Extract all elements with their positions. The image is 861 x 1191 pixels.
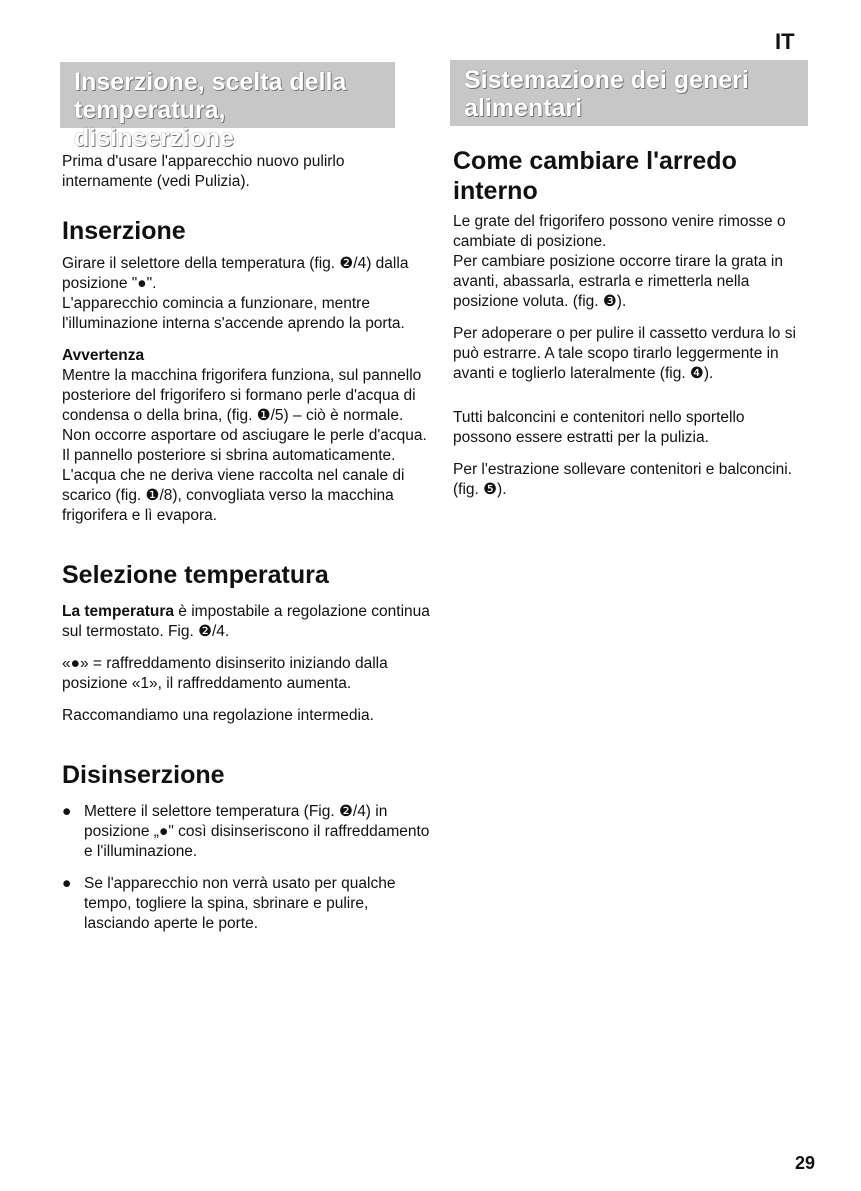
heading-selezione: Selezione temperatura (62, 561, 329, 589)
band-right-line2: alimentari (464, 94, 583, 122)
band-left-line2: temperatura, disinserzione (74, 96, 234, 152)
intro-paragraph: Prima d'usare l'apparecchio nuovo pulirlo internamente (vedi Pulizia). (62, 153, 345, 190)
avvertenza-label: Avvertenza (62, 347, 145, 364)
selezione-paragraph-1 (62, 602, 432, 642)
inserzione-paragraph-1: Girare il selettore della temperatura (fig. ❷/4) dalla posizione "●". (62, 255, 409, 292)
section-band-left (60, 62, 395, 152)
band-left-line1: Inserzione, scelta della (74, 68, 347, 96)
bullet-icon: ● (62, 803, 72, 820)
left-column (62, 152, 432, 934)
selezione-paragraph-2: «●» = raffreddamento disinserito iniziando dalla posizione «1», il raffreddamento aumenta. (62, 655, 388, 692)
avvertenza-paragraph-1: Mentre la macchina frigorifera funziona, sul pannello posteriore del frigorifero si formano perle d'acqua di condensa o della brina, (fig. ❶/5) – ciò è normale. Non occorre asportare od asciugare le perle d'acqua. (62, 367, 427, 444)
bullet-icon: ● (62, 875, 72, 892)
right-paragraph-2: Per cambiare posizione occorre tirare la grata in avanti, abassarla, estrarla e rimetterla nella posizione voluta. (fig. ❸). (453, 253, 783, 310)
right-paragraph-3: Per adoperare o per pulire il cassetto verdura lo si può estrarre. A tale scopo tirarlo leggermente in avanti e toglierlo lateralmente (fig. ❹). (453, 325, 796, 382)
inserzione-paragraph-2: L'apparecchio comincia a funzionare, mentre l'illuminazione interna s'accende aprendo la porta. (62, 295, 405, 332)
right-paragraph-1: Le grate del frigorifero possono venire rimosse o cambiate di posizione. (453, 213, 786, 250)
right-column (453, 212, 803, 500)
right-paragraph-5: Per l'estrazione sollevare contenitori e balconcini. (fig. ❺). (453, 461, 792, 498)
bullet-text-1: Mettere il selettore temperatura (Fig. ❷/4) in posizione „●" così disinseriscono il raffreddamento e l'illuminazione. (84, 803, 430, 860)
band-right-line1: Sistemazione dei generi (464, 66, 749, 94)
section-band-right (450, 60, 808, 126)
bullet-item-1 (62, 802, 432, 862)
avvertenza-paragraph-2: Il pannello posteriore si sbrina automaticamente. L'acqua che ne deriva viene raccolta nel canale di scarico (fig. ❶/8), convogliata verso la macchina frigorifera e lì evapora. (62, 447, 405, 524)
selezione-bold-lead: La temperatura (62, 603, 174, 620)
bullet-text-2: Se l'apparecchio non verrà usato per qualche tempo, togliere la spina, sbrinare e pulire, lasciando aperte le porte. (84, 875, 396, 932)
page-number: 29 (795, 1153, 816, 1173)
language-tag: IT (775, 29, 795, 54)
selezione-rest: è impostabile a regolazione continua sul termostato. Fig. ❷/4. (62, 603, 430, 640)
heading-arredo-interno: Come cambiare l'arredo interno (453, 147, 737, 205)
heading-disinserzione: Disinserzione (62, 761, 225, 789)
bullet-item-2 (62, 874, 432, 934)
selezione-paragraph-3: Raccomandiamo una regolazione intermedia. (62, 707, 374, 724)
heading-inserzione: Inserzione (62, 217, 186, 245)
right-paragraph-4: Tutti balconcini e contenitori nello sportello possono essere estratti per la pulizia. (453, 409, 745, 446)
